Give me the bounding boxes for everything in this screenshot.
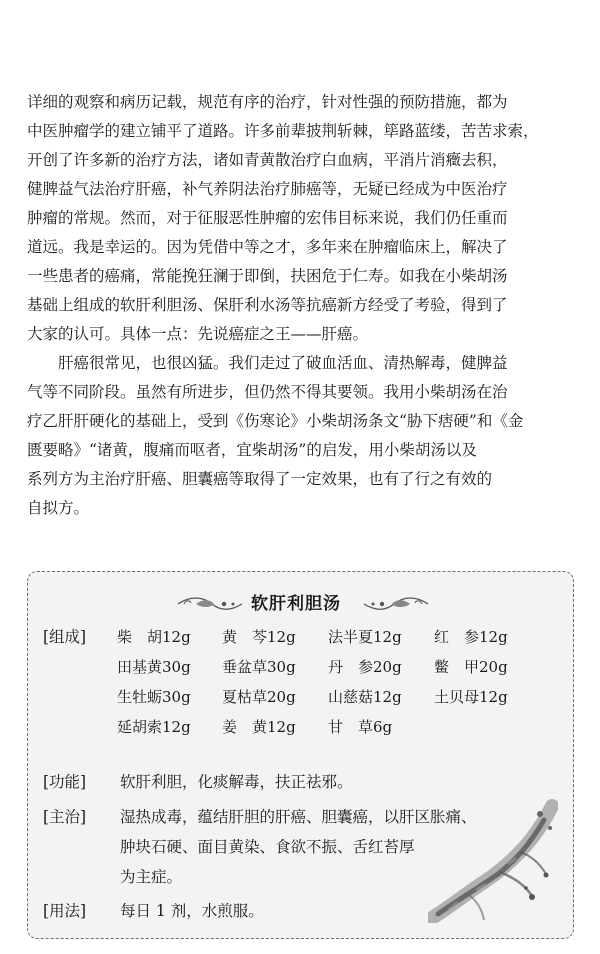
ingredient: 鳖 甲20g: [434, 658, 508, 676]
body-line: 中医肿瘤学的建立铺平了道路。许多前辈披荆斩棘，筚路蓝缕，苦苦求索，: [27, 122, 539, 140]
left-ornament-icon: [176, 594, 244, 614]
body-line: 开创了许多新的治疗方法，诸如青黄散治疗白血病，平消片消癥去积，: [27, 151, 508, 169]
ingredient: 山慈菇12g: [328, 688, 402, 706]
ingredient: 红 参12g: [434, 628, 508, 646]
body-line: 一些患者的癌痛，常能挽狂澜于即倒，扶困危于仁寿。如我在小柴胡汤: [27, 267, 508, 285]
ingredient: 姜 黄12g: [222, 718, 296, 736]
ingredient: 柴 胡12g: [117, 628, 191, 646]
indication-line: 为主症。: [120, 868, 183, 886]
recipe-box: [27, 571, 574, 939]
body-line: 肿瘤的常规。然而，对于征服恶性肿瘤的宏伟目标来说，我们仍任重而: [27, 209, 508, 227]
body-line: 肝癌很常见，也很凶猛。我们走过了破血活血、清热解毒，健脾益: [58, 354, 508, 372]
composition-label: [组成]: [43, 628, 87, 646]
indication-line: 肿块石硬、面目黄染、食欲不振、舌红苔厚: [120, 838, 415, 856]
body-line: 详细的观察和病历记载，规范有序的治疗，针对性强的预防措施，都为: [27, 93, 508, 111]
ingredient: 法半夏12g: [328, 628, 402, 646]
ingredient: 丹 参20g: [328, 658, 402, 676]
body-line: 道远。我是幸运的。因为凭借中等之才，多年来在肿瘤临床上，解决了: [27, 238, 508, 256]
usage-text: 每日 1 剂，水煎服。: [120, 902, 264, 920]
ingredient: 黄 芩12g: [222, 628, 296, 646]
ingredient: 甘 草6g: [328, 718, 393, 736]
body-line: 匮要略》“诸黄，腹痛而呕者，宜柴胡汤”的启发，用小柴胡汤以及: [27, 441, 477, 459]
ingredient: 田基黄30g: [117, 658, 191, 676]
body-line: 健脾益气法治疗肝癌，补气养阴法治疗肺癌等，无疑已经成为中医治疗: [27, 180, 508, 198]
ingredient: 夏枯草20g: [222, 688, 296, 706]
ingredient: 延胡索12g: [117, 718, 191, 736]
body-line: 疗乙肝肝硬化的基础上，受到《伤寒论》小柴胡汤条文“胁下痞硬”和《金: [27, 412, 524, 430]
function-text: 软肝利胆，化痰解毒，扶正祛邪。: [120, 773, 353, 791]
indication-line: 湿热成毒，蕴结肝胆的肝癌、胆囊癌，以肝区胀痛、: [120, 808, 477, 826]
body-line: 基础上组成的软肝利胆汤、保肝利水汤等抗癌新方经受了考验，得到了: [27, 296, 508, 314]
usage-label: [用法]: [43, 902, 87, 920]
plum-branch-illustration: [428, 798, 558, 923]
right-ornament-icon: [362, 594, 430, 614]
body-line: 自拟方。: [27, 499, 90, 517]
indication-label: [主治]: [43, 808, 87, 826]
ingredient: 垂盆草30g: [222, 658, 296, 676]
body-line: 系列方为主治疗肝癌、胆囊癌等取得了一定效果，也有了行之有效的: [27, 470, 493, 488]
ingredient: 生牡蛎30g: [117, 688, 191, 706]
recipe-title: 软肝利胆汤: [251, 594, 341, 614]
body-line: 气等不同阶段。虽然有所进步，但仍然不得其要领。我用小柴胡汤在治: [27, 383, 508, 401]
function-label: [功能]: [43, 773, 87, 791]
body-line: 大家的认可。具体一点：先说癌症之王——肝癌。: [27, 325, 369, 343]
ingredient: 土贝母12g: [434, 688, 508, 706]
recipe-title-row: [28, 590, 575, 618]
